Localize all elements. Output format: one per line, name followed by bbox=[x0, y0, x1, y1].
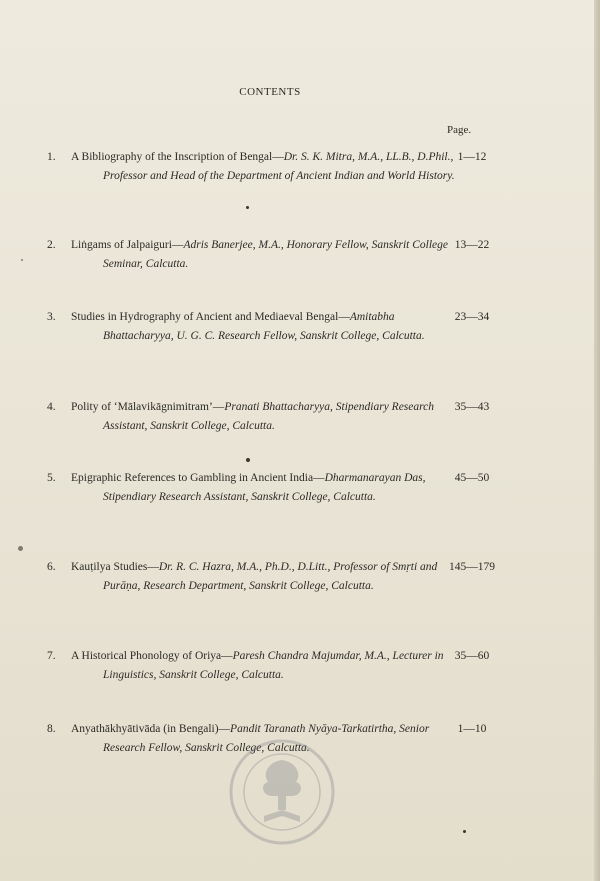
scan-speck bbox=[463, 830, 466, 833]
entry-title: Polity of ‘Mālavikāgnimitram’— bbox=[71, 401, 225, 413]
entry-text bbox=[71, 308, 463, 346]
entry-number: 3. bbox=[47, 311, 56, 323]
entry-number: 1. bbox=[47, 151, 56, 163]
entry-text bbox=[71, 398, 463, 436]
entry-author: Dharmanarayan Das, Stipendiary Research Assistant, Sanskrit College, Calcutta. bbox=[103, 472, 426, 503]
entry-title: A Bibliography of the Inscription of Bengal— bbox=[71, 151, 284, 163]
entry-page-range: 13—22 bbox=[454, 239, 490, 251]
scan-speck bbox=[246, 458, 250, 462]
entry-page-range: 1—10 bbox=[457, 723, 487, 735]
entry-text bbox=[71, 148, 463, 186]
entry-title: Epigraphic References to Gambling in Ancient India— bbox=[71, 472, 325, 484]
scan-speck bbox=[21, 259, 23, 261]
entry-text bbox=[71, 647, 463, 685]
entry-author: Dr. S. K. Mitra, M.A., LL.B., D.Phil., Professor and Head of the Department of Ancient Indian and World History. bbox=[103, 151, 455, 182]
page-column-heading: Page. bbox=[447, 124, 472, 136]
entry-title: A Historical Phonology of Oriya— bbox=[71, 650, 233, 662]
scan-speck bbox=[18, 546, 23, 551]
entry-page-range: 1—12 bbox=[457, 151, 487, 163]
entry-title: Studies in Hydrography of Ancient and Mediaeval Bengal— bbox=[71, 311, 350, 323]
entry-page-range: 145—179 bbox=[449, 561, 495, 573]
entry-author: Adris Banerjee, M.A., Honorary Fellow, Sanskrit College Seminar, Calcutta. bbox=[103, 239, 449, 270]
entry-author: Dr. R. C. Hazra, M.A., Ph.D., D.Litt., Professor of Smṛti and Purāṇa, Research Department, Sanskrit College, Calcutta. bbox=[103, 561, 438, 592]
entry-page-range: 45—50 bbox=[454, 472, 490, 484]
entry-text bbox=[71, 558, 463, 596]
entry-title: Anyathākhyātivāda (in Bengali)— bbox=[71, 723, 231, 735]
entry-page-range: 35—60 bbox=[454, 650, 490, 662]
entry-author: Paresh Chandra Majumdar, M.A., Lecturer in Linguistics, Sanskrit College, Calcutta. bbox=[103, 650, 444, 681]
entry-number: 6. bbox=[47, 561, 56, 573]
entry-number: 7. bbox=[47, 650, 56, 662]
entry-text bbox=[71, 469, 463, 507]
page-edge-shadow bbox=[594, 0, 600, 881]
entry-number: 5. bbox=[47, 472, 56, 484]
entry-title: Liṅgams of Jalpaiguri— bbox=[71, 239, 184, 251]
entry-author: Amitabha Bhattacharyya, U. G. C. Research Fellow, Sanskrit College, Calcutta. bbox=[103, 311, 425, 342]
entry-number: 2. bbox=[47, 239, 56, 251]
entry-number: 4. bbox=[47, 401, 56, 413]
entry-page-range: 23—34 bbox=[454, 311, 490, 323]
entry-page-range: 35—43 bbox=[454, 401, 490, 413]
entry-title: Kauṭilya Studies— bbox=[71, 561, 159, 573]
contents-title: CONTENTS bbox=[239, 86, 301, 98]
scan-speck bbox=[246, 206, 249, 209]
entry-number: 8. bbox=[47, 723, 56, 735]
entry-author: Pranati Bhattacharyya, Stipendiary Research Assistant, Sanskrit College, Calcutta. bbox=[103, 401, 435, 432]
entry-text bbox=[71, 236, 463, 274]
entry-author: Pandit Taranath Nyāya-Tarkatirtha, Senior Research Fellow, Sanskrit College, Calcutta. bbox=[103, 723, 430, 754]
library-seal-watermark bbox=[228, 738, 336, 846]
